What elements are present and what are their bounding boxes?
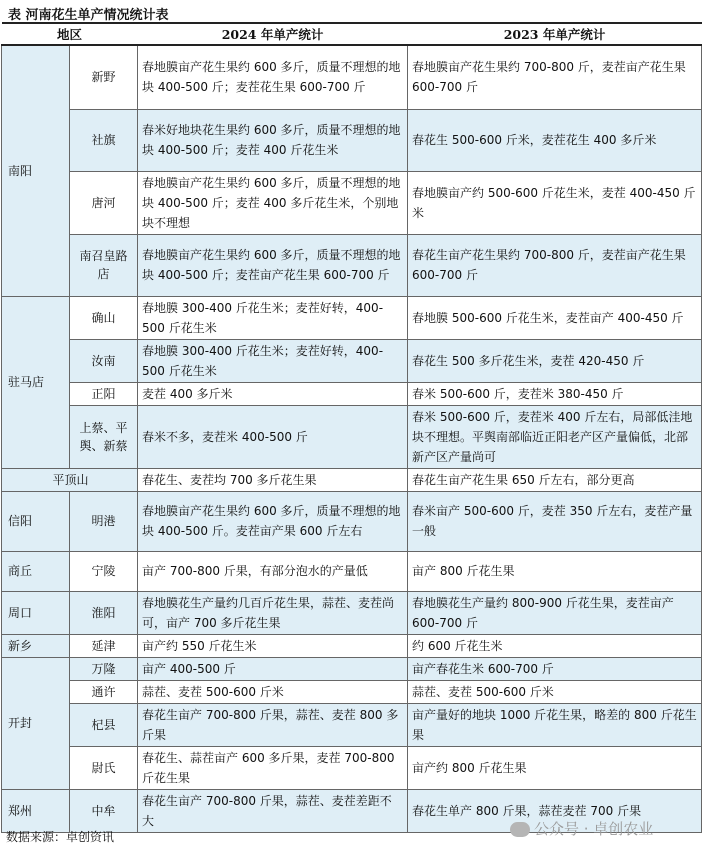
yield-2023-cell: 亩产量好的地块 1000 斤花生果，略差的 800 斤花生果 [408,703,702,746]
yield-2023-cell: 春花生单产 800 斤果，蒜茬麦茬 700 斤果 [408,789,702,832]
subregion-cell: 确山 [70,296,138,339]
yield-2024-cell: 春地膜 300-400 斤花生米；麦茬好转，400-500 斤花生米 [138,296,408,339]
yield-2024-cell: 亩产 400-500 斤 [138,657,408,680]
region-cell: 商丘 [2,551,70,591]
watermark-text: 公众号 · 卓创农业 [534,820,654,838]
yield-2024-cell: 麦茬 400 多斤米 [138,382,408,405]
yield-2023-cell: 春地膜花生产量约 800-900 斤花生果，麦茬亩产 600-700 斤 [408,591,702,634]
table-row [2,703,702,746]
subregion-cell: 中牟 [70,789,138,832]
yield-2024-cell: 春地膜 300-400 斤花生米；麦茬好转，400-500 斤花生米 [138,339,408,382]
subregion-cell: 延津 [70,634,138,657]
yield-2023-cell: 春米亩产 500-600 斤，麦茬 350 斤左右，麦茬产量一般 [408,491,702,551]
yield-2023-cell: 亩产春花生米 600-700 斤 [408,657,702,680]
yield-2024-cell: 春地膜花生产量约几百斤花生果，蒜茬、麦茬尚可，亩产 700 多斤花生果 [138,591,408,634]
yield-2023-cell: 春地膜亩产约 500-600 斤花生米，麦茬 400-450 斤米 [408,171,702,234]
yield-2024-cell: 春米好地块花生果约 600 多斤，质量不理想的地块 400-500 斤；麦茬 400 斤花生米 [138,109,408,171]
yield-2023-cell: 春花生亩产花生果 650 斤左右，部分更高 [408,468,702,491]
subregion-cell: 宁陵 [70,551,138,591]
table-row [2,746,702,789]
yield-2023-cell: 春花生亩产花生果约 700-800 斤，麦茬亩产花生果 600-700 斤 [408,234,702,296]
yield-2024-cell: 蒜茬、麦茬 500-600 斤米 [138,680,408,703]
yield-2023-cell: 亩产约 800 斤花生果 [408,746,702,789]
yield-2024-cell: 春地膜亩产花生果约 600 多斤，质量不理想的地块 400-500 斤；麦茬 400 多斤花生米，个别地块不理想 [138,171,408,234]
yield-2023-cell: 亩产 800 斤花生果 [408,551,702,591]
table-row [2,171,702,234]
subregion-cell: 明港 [70,491,138,551]
yield-2023-cell: 春米 500-600 斤，麦茬米 380-450 斤 [408,382,702,405]
watermark [510,818,653,839]
yield-2024-cell: 春地膜亩产花生果约 600 多斤，质量不理想的地块 400-500 斤。麦茬亩产果 600 斤左右 [138,491,408,551]
yield-2023-cell: 蒜茬、麦茬 500-600 斤米 [408,680,702,703]
yield-2024-cell: 春地膜亩产花生果约 600 多斤，质量不理想的地块 400-500 斤；麦茬花生果 600-700 斤 [138,45,408,109]
region-cell: 南阳 [2,45,70,296]
yield-table [1,22,702,833]
yield-2024-cell: 春花生亩产 700-800 斤果，蒜茬、麦茬 800 多斤果 [138,703,408,746]
yield-2024-cell: 春花生亩产 700-800 斤果，蒜茬、麦茬差距不大 [138,789,408,832]
header-row [2,23,702,45]
table-row [2,657,702,680]
table-row [2,634,702,657]
table-row [2,382,702,405]
header-2024: 2024 年单产统计 [138,23,408,45]
yield-2023-cell: 春花生 500 多斤花生米，麦茬 420-450 斤 [408,339,702,382]
table-row [2,339,702,382]
subregion-cell: 尉氏 [70,746,138,789]
header-region: 地区 [2,23,138,45]
table-row [2,45,702,109]
subregion-cell: 通许 [70,680,138,703]
subregion-cell: 淮阳 [70,591,138,634]
subregion-cell: 唐河 [70,171,138,234]
region-cell: 郑州 [2,789,70,832]
subregion-cell: 上蔡、平舆、新蔡 [70,405,138,468]
region-cell: 新乡 [2,634,70,657]
yield-2023-cell: 春花生 500-600 斤米，麦茬花生 400 多斤米 [408,109,702,171]
yield-2023-cell: 春米 500-600 斤，麦茬米 400 斤左右，局部低洼地块不理想。平舆南部临近正阳老产区产量偏低，北部新产区产量尚可 [408,405,702,468]
yield-2024-cell: 春地膜亩产花生果约 600 多斤，质量不理想的地块 400-500 斤；麦茬亩产花生果 600-700 斤 [138,234,408,296]
header-2023: 2023 年单产统计 [408,23,702,45]
yield-2023-cell: 春地膜 500-600 斤花生米，麦茬亩产 400-450 斤 [408,296,702,339]
subregion-cell: 南召皇路店 [70,234,138,296]
table-row [2,491,702,551]
wechat-icon [510,822,530,837]
subregion-cell: 新野 [70,45,138,109]
table-row [2,234,702,296]
region-cell: 周口 [2,591,70,634]
yield-2023-cell: 约 600 斤花生米 [408,634,702,657]
subregion-cell: 社旗 [70,109,138,171]
yield-2024-cell: 亩产约 550 斤花生米 [138,634,408,657]
yield-2023-cell: 春地膜亩产花生果约 700-800 斤，麦茬亩产花生果 600-700 斤 [408,45,702,109]
subregion-cell: 汝南 [70,339,138,382]
region-cell: 信阳 [2,491,70,551]
region-cell: 开封 [2,657,70,789]
table-row [2,468,702,491]
table-row [2,680,702,703]
data-source: 数据来源：卓创资讯 [6,830,115,844]
table-row [2,591,702,634]
table-title: 表 河南花生单产情况统计表 [8,8,169,23]
table-row [2,405,702,468]
yield-2024-cell: 春花生、蒜茬亩产 600 多斤果，麦茬 700-800 斤花生果 [138,746,408,789]
subregion-cell: 正阳 [70,382,138,405]
table-row [2,551,702,591]
region-cell: 驻马店 [2,296,70,468]
yield-2024-cell: 春花生、麦茬均 700 多斤花生果 [138,468,408,491]
subregion-cell: 杞县 [70,703,138,746]
table-row [2,296,702,339]
table-row [2,109,702,171]
yield-2024-cell: 亩产 700-800 斤果，有部分泡水的产量低 [138,551,408,591]
yield-2024-cell: 春米不多，麦茬米 400-500 斤 [138,405,408,468]
subregion-cell: 万隆 [70,657,138,680]
region-cell: 平顶山 [2,468,138,491]
